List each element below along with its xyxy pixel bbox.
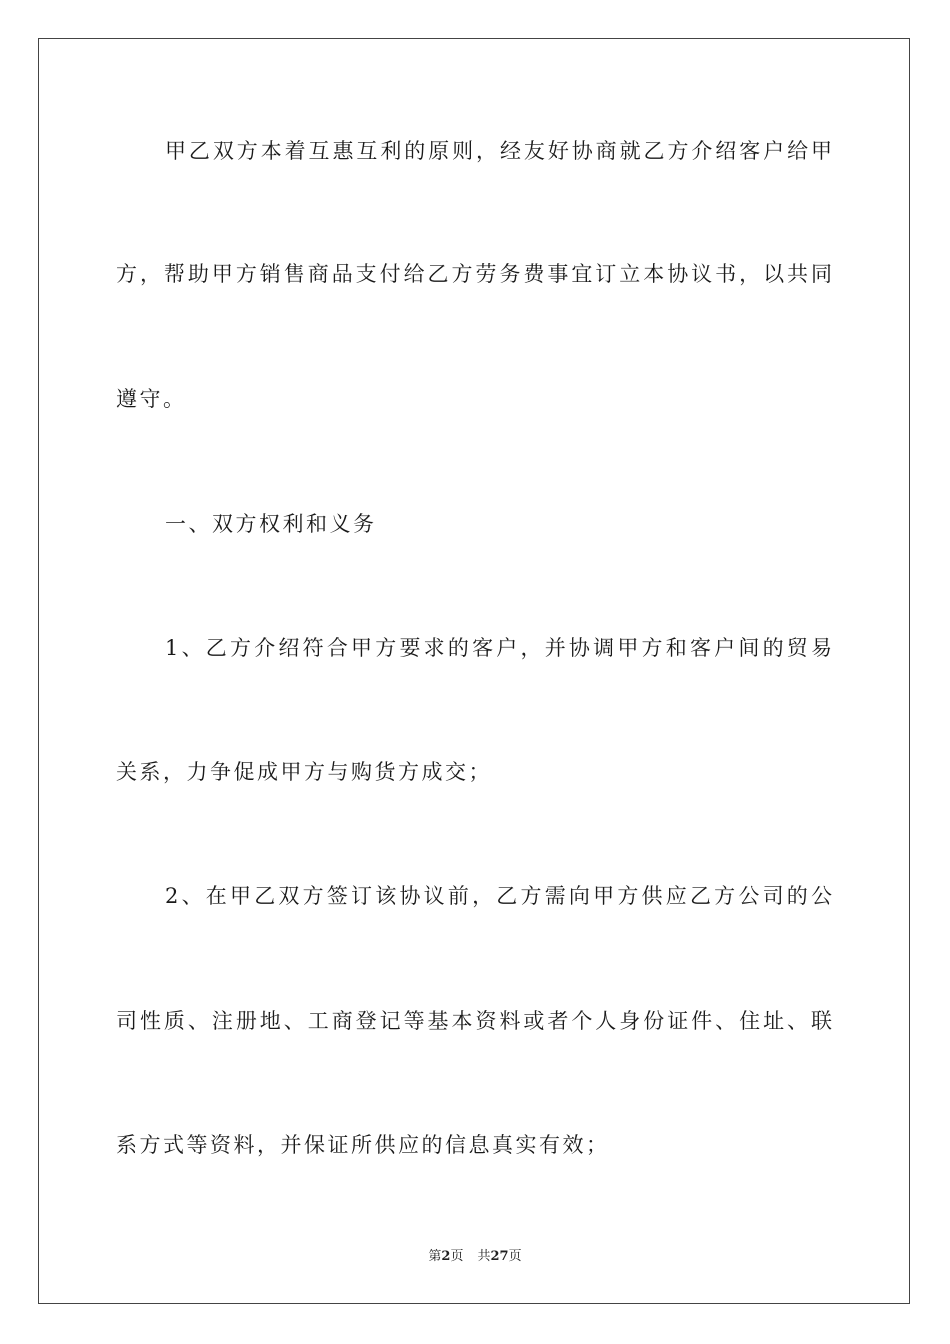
footer-total-prefix: 共 — [477, 1249, 491, 1264]
item-1-line-2: 关系，力争促成甲方与购货方成交； — [116, 760, 492, 784]
item-2-line-2: 司性质、注册地、工商登记等基本资料或者个人身份证件、住址、联 — [116, 1009, 832, 1033]
item-2-line-1: 2、在甲乙双方签订该协议前，乙方需向甲方供应乙方公司的公 — [165, 884, 832, 908]
paragraph-intro-line-2: 方，帮助甲方销售商品支付给乙方劳务费事宜订立本协议书，以共同 — [116, 262, 832, 286]
section-heading: 一、双方权利和义务 — [165, 512, 377, 536]
page-border — [38, 38, 910, 1304]
footer-total-suffix: 页 — [508, 1249, 522, 1264]
item-2-line-3: 系方式等资料，并保证所供应的信息真实有效； — [116, 1133, 610, 1157]
item-1-line-1: 1、乙方介绍符合甲方要求的客户，并协调甲方和客户间的贸易 — [165, 636, 832, 660]
paragraph-intro-line-1: 甲乙双方本着互惠互利的原则，经友好协商就乙方介绍客户给甲 — [165, 139, 832, 163]
footer-page-number: 2 — [441, 1249, 451, 1264]
footer-page-suffix: 页 — [450, 1249, 464, 1264]
footer-total-pages: 27 — [490, 1249, 509, 1264]
footer-page-prefix: 第 — [428, 1249, 442, 1264]
paragraph-intro-line-3: 遵守。 — [116, 387, 187, 411]
page-footer — [0, 1248, 950, 1266]
